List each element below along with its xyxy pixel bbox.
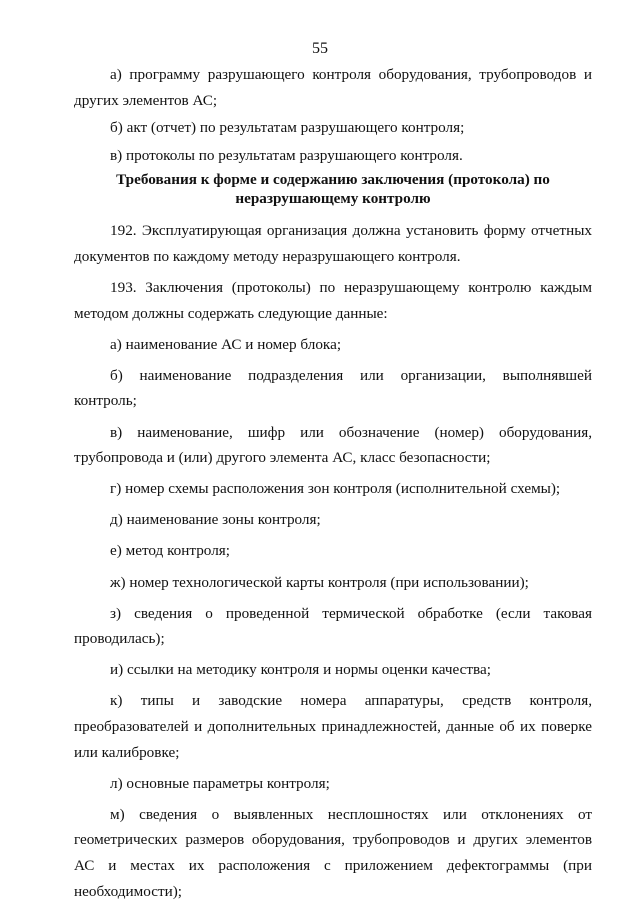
intro-item-c: в) протоколы по результатам разрушающего контроля. [110, 146, 463, 164]
list-item-v: в) наименование, шифр или обозначение (номер) оборудования, трубопровода и (или) другого элемента АС, класс безопасности; [74, 423, 592, 467]
list-item-z: з) сведения о проведенной термической обработке (если таковая проводилась); [74, 604, 592, 648]
intro-item-b: б) акт (отчет) по результатам разрушающего контроля; [110, 119, 465, 137]
section-heading [74, 170, 592, 208]
paragraph-193: 193. Заключения (протоколы) по неразрушающему контролю каждым методом должны содержать следующие данные: [74, 279, 592, 322]
section-heading-line1: Требования к форме и содержанию заключения (протокола) по [116, 171, 550, 189]
paragraph-192: 192. Эксплуатирующая организация должна установить форму отчетных документов по каждому методу неразрушающего контроля. [74, 222, 592, 265]
list-item-d: д) наименование зоны контроля; [110, 511, 321, 529]
section-heading-line2: неразрушающему контролю [235, 190, 431, 208]
list-item-g: г) номер схемы расположения зон контроля (исполнительной схемы); [110, 480, 561, 498]
intro-item-a: а) программу разрушающего контроля оборудования, трубопроводов и других элементов АС; [74, 66, 592, 109]
list-item-e: е) метод контроля; [110, 542, 230, 560]
list-item-i: и) ссылки на методику контроля и нормы оценки качества; [110, 661, 491, 679]
list-item-k: к) типы и заводские номера аппаратуры, средств контроля, преобразователей и дополнительных принадлежностей, данные об их поверке или калибровке; [74, 692, 592, 761]
list-item-a: а) наименование АС и номер блока; [110, 335, 342, 353]
page-number: 55 [312, 40, 328, 57]
document-body [74, 62, 592, 910]
list-item-l: л) основные параметры контроля; [110, 774, 330, 792]
list-item-b: б) наименование подразделения или организации, выполнявшей контроль; [74, 366, 592, 410]
list-item-zh: ж) номер технологической карты контроля (при использовании); [110, 573, 529, 591]
list-item-m: м) сведения о выявленных несплошностях или отклонениях от геометрических размеров оборудования, трубопроводов и других элементов АС и местах их расположения с приложением дефектограммы (при необходимости); [74, 805, 592, 900]
